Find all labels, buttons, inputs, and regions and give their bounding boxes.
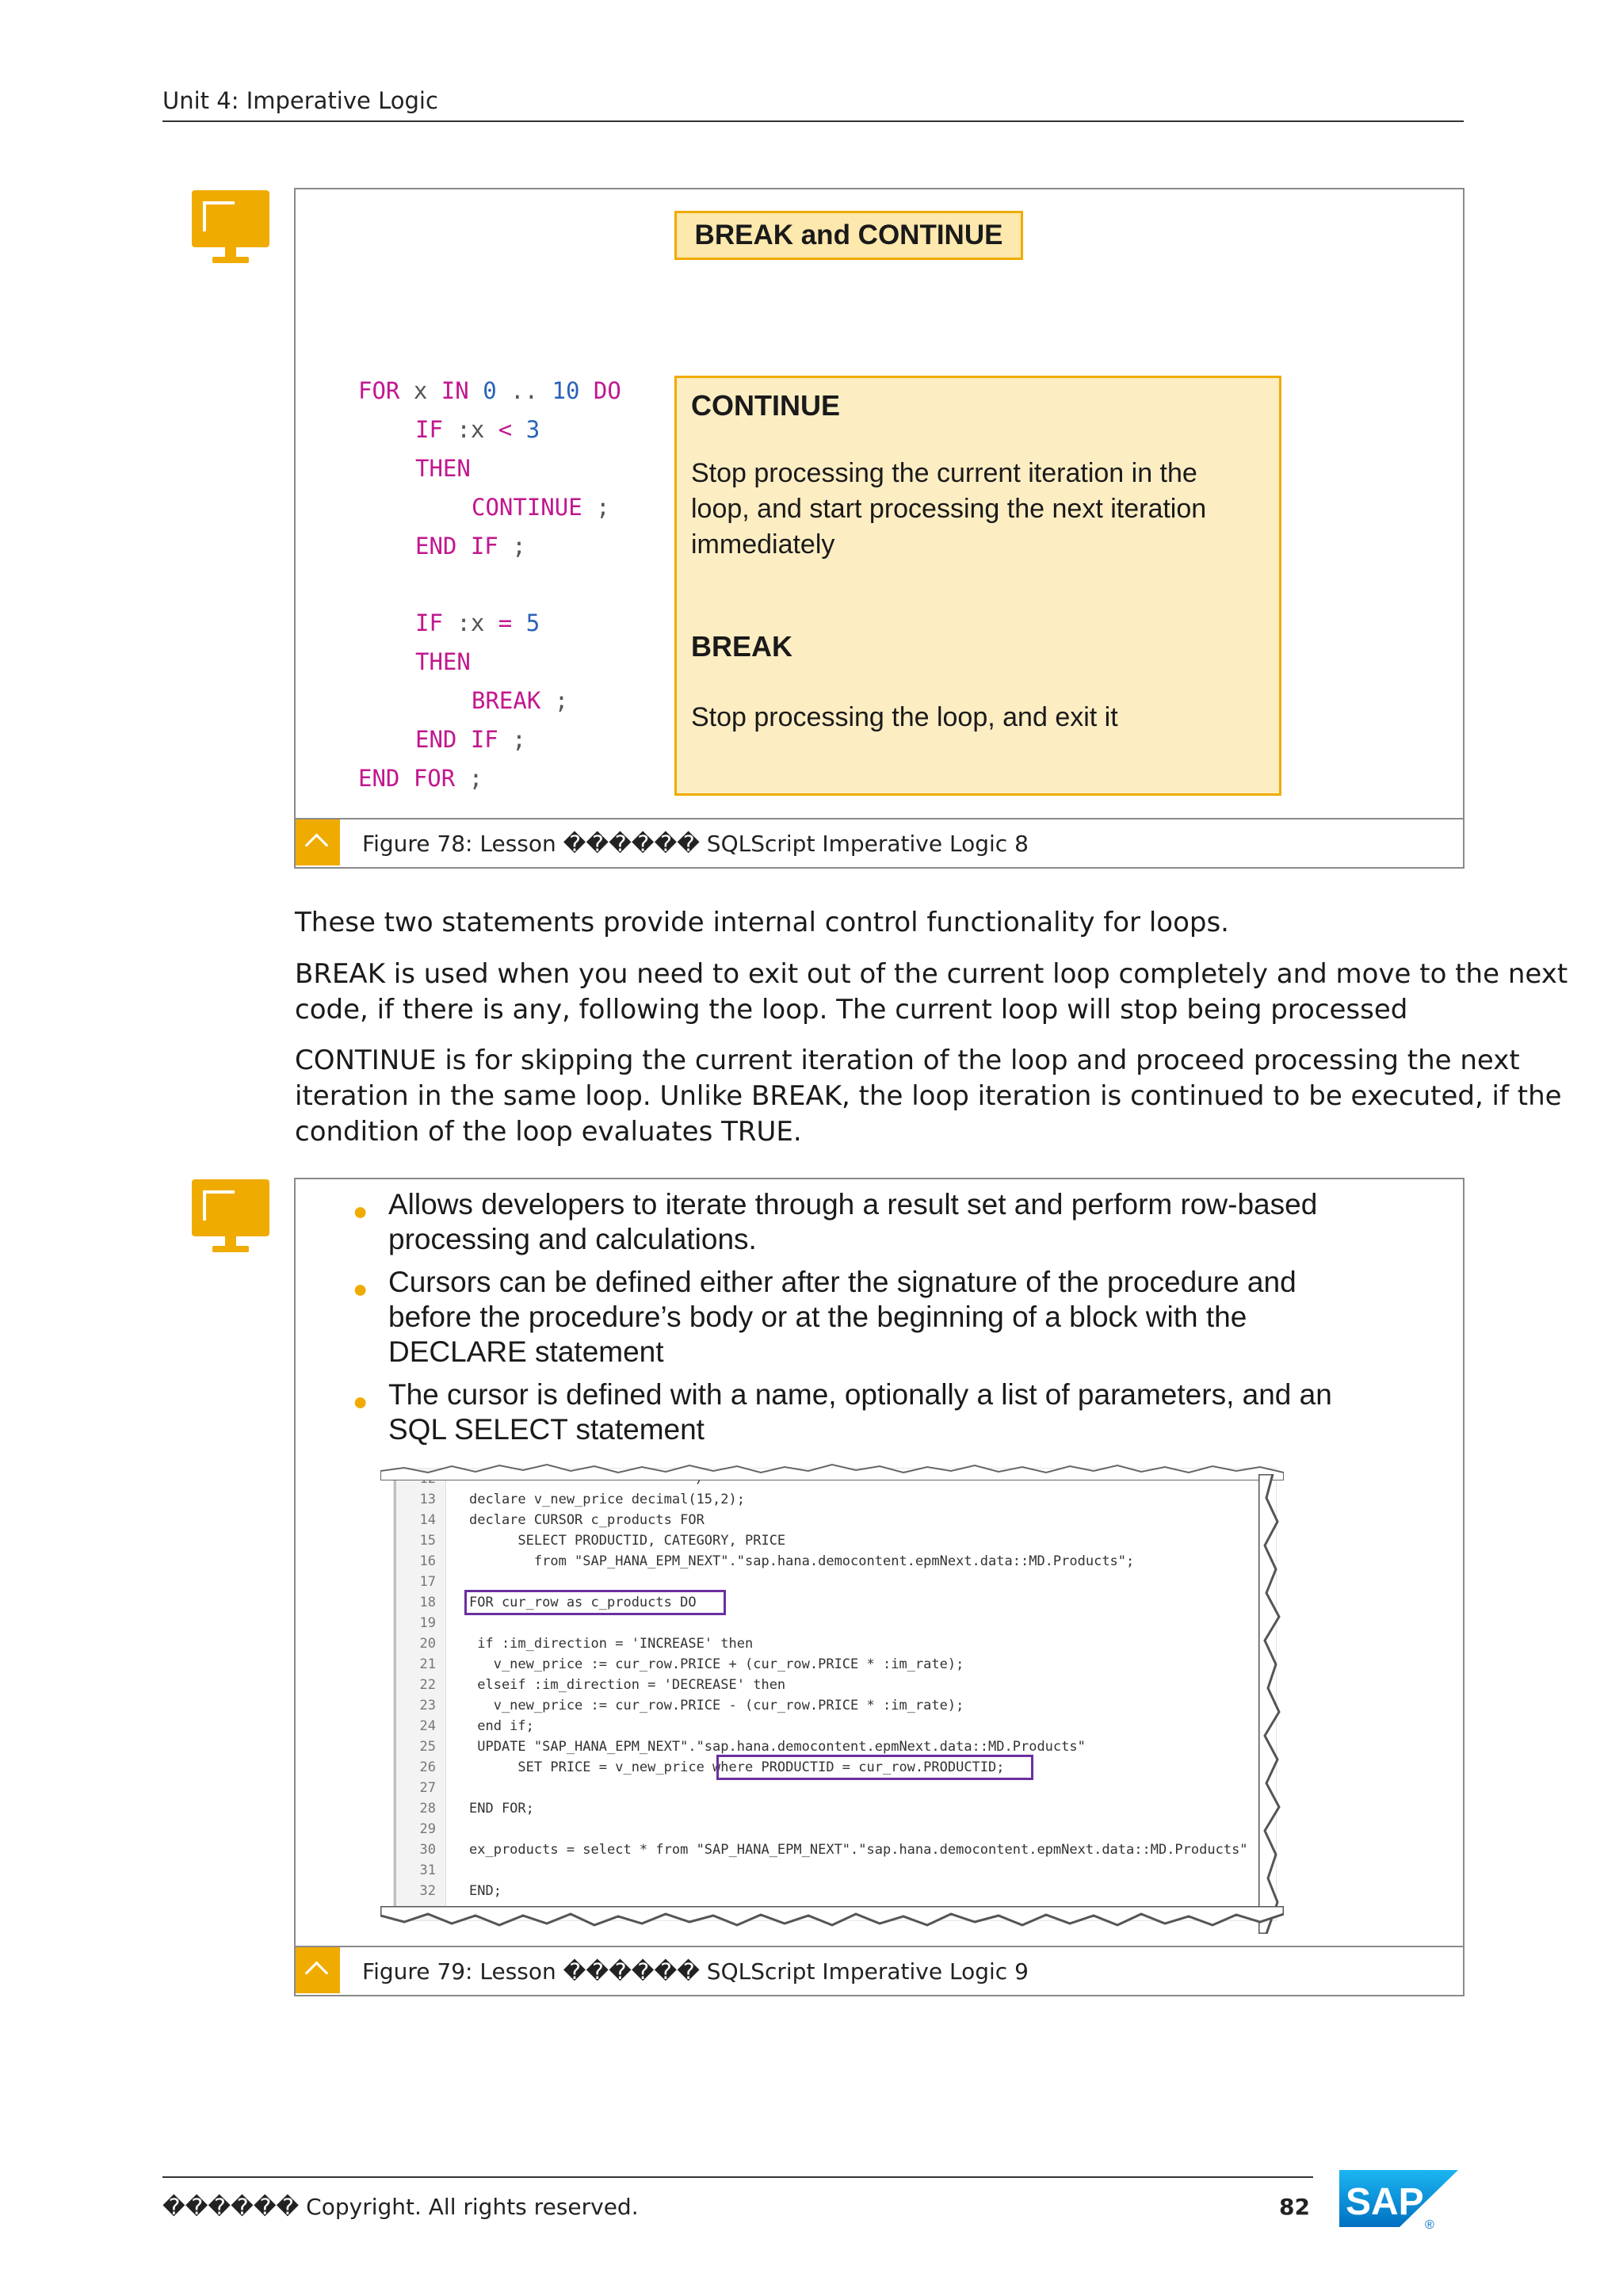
svg-text:SAP: SAP bbox=[1346, 2181, 1424, 2223]
code-line: 18 FOR cur_row as c_products DO bbox=[419, 1595, 697, 1610]
body-paragraph: condition of the loop evaluates TRUE. bbox=[295, 1116, 802, 1148]
header-rule bbox=[162, 120, 1464, 122]
collapse-chevron-icon[interactable] bbox=[296, 819, 340, 865]
code-line: THEN bbox=[415, 455, 471, 482]
code-line: IF :x = 5 bbox=[415, 609, 540, 636]
code-line: 27 bbox=[419, 1780, 436, 1796]
code-line: 15 SELECT PRODUCTID, CATEGORY, PRICE bbox=[419, 1533, 786, 1549]
body-paragraph: These two statements provide internal control functionality for loops. bbox=[295, 907, 1229, 938]
code-line: IF :x < 3 bbox=[415, 416, 540, 443]
collapse-chevron-icon[interactable] bbox=[296, 1947, 340, 1993]
break-description: Stop processing the loop, and exit it bbox=[691, 702, 1118, 732]
svg-text:®: ® bbox=[1425, 2218, 1434, 2232]
where-clause-highlight bbox=[716, 1755, 1033, 1780]
body-paragraph: iteration in the same loop. Unlike BREAK, the loop iteration is continued to be executed, if the bbox=[295, 1080, 1562, 1112]
code-line: 24 end if; bbox=[419, 1718, 534, 1734]
continue-description: Stop processing the current iteration in the loop, and start processing the next iteration immediately bbox=[691, 458, 1207, 560]
torn-edge-top bbox=[380, 1457, 1284, 1480]
body-paragraph: code, if there is any, following the loop. The current loop will stop being processed bbox=[295, 994, 1408, 1026]
info-box bbox=[674, 376, 1281, 796]
code-line: THEN bbox=[415, 648, 471, 675]
code-line: BREAK ; bbox=[472, 687, 569, 714]
code-line: 14 declare CURSOR c_products FOR bbox=[419, 1512, 705, 1528]
code-line: 32 END; bbox=[419, 1883, 502, 1899]
code-line: FOR x IN 0 .. 10 DO bbox=[358, 377, 621, 404]
code-line: END IF ; bbox=[415, 726, 526, 753]
code-line: 31 bbox=[419, 1862, 436, 1878]
code-line: 30 ex_products = select * from "SAP_HANA_EPM_NEXT"."sap.hana.democontent.epmNext.data::MD.Products" bbox=[419, 1842, 1248, 1858]
presentation-icon bbox=[192, 190, 269, 266]
continue-heading: CONTINUE bbox=[691, 389, 840, 422]
code-line: 25 UPDATE "SAP_HANA_EPM_NEXT"."sap.hana.democontent.epmNext.data::MD.Products" bbox=[419, 1739, 1086, 1755]
torn-edge-bottom bbox=[380, 1906, 1284, 1931]
torn-edge-right bbox=[1258, 1474, 1290, 1934]
slide-title: BREAK and CONTINUE bbox=[674, 211, 1023, 260]
unit-header: Unit 4: Imperative Logic bbox=[162, 87, 438, 114]
for-loop-highlight bbox=[464, 1590, 726, 1615]
bullet-list bbox=[353, 1187, 1335, 1455]
break-heading: BREAK bbox=[691, 630, 793, 663]
code-line: 13 declare v_new_price decimal(15,2); bbox=[419, 1492, 745, 1507]
body-paragraph: BREAK is used when you need to exit out of the current loop completely and move to the next bbox=[295, 958, 1568, 990]
code-editor-screenshot bbox=[394, 1469, 1276, 1920]
body-paragraph: CONTINUE is for skipping the current iteration of the loop and proceed processing the next bbox=[295, 1045, 1520, 1076]
figure-caption: Figure 78: Lesson ������ SQLScript Imperative Logic 8 bbox=[362, 831, 1029, 857]
copyright-notice: ������ Copyright. All rights reserved. bbox=[162, 2194, 639, 2220]
sap-logo bbox=[1339, 2170, 1458, 2232]
code-line: 22 elseif :im_direction = 'DECREASE' then bbox=[419, 1677, 786, 1693]
bullet-text: Cursors can be defined either after the signature of the procedure and before the procedure’s body or at the beginning of a block with the DECLARE statement bbox=[388, 1266, 1296, 1368]
code-line: 20 if :im_direction = 'INCREASE' then bbox=[419, 1636, 754, 1652]
figure-caption-bar bbox=[296, 1946, 1463, 1995]
code-line: END IF ; bbox=[415, 533, 526, 560]
code-line: CONTINUE ; bbox=[472, 494, 610, 521]
figure-caption-bar bbox=[296, 818, 1463, 867]
page-number: 82 bbox=[1279, 2194, 1310, 2220]
bullet-text: The cursor is defined with a name, optionally a list of parameters, and an SQL SELECT statement bbox=[388, 1378, 1332, 1446]
bullet-text: Allows developers to iterate through a result set and perform row-based processing and calculations. bbox=[388, 1188, 1318, 1255]
code-line: END FOR ; bbox=[358, 765, 483, 792]
code-line: 21 v_new_price := cur_row.PRICE + (cur_row.PRICE * :im_rate); bbox=[419, 1656, 964, 1672]
presentation-icon bbox=[192, 1179, 269, 1255]
code-line: 29 bbox=[419, 1821, 436, 1837]
list-item: ● The cursor is defined with a name, optionally a list of parameters, and an SQL SELECT statement bbox=[353, 1378, 1332, 1446]
code-line: 19 bbox=[419, 1615, 436, 1631]
code-line: 23 v_new_price := cur_row.PRICE - (cur_row.PRICE * :im_rate); bbox=[419, 1698, 964, 1713]
list-item: ● Cursors can be defined either after the signature of the procedure and before the procedure’s body or at the beginning of a block with the DECLARE statement bbox=[353, 1266, 1296, 1368]
code-line: 16 from "SAP_HANA_EPM_NEXT"."sap.hana.democontent.epmNext.data::MD.Products"; bbox=[419, 1553, 1135, 1569]
list-item: ● Allows developers to iterate through a result set and perform row-based processing and calculations. bbox=[353, 1188, 1318, 1255]
code-line: 17 bbox=[419, 1574, 436, 1590]
code-line: 26 SET PRICE = v_new_price where PRODUCTID = cur_row.PRODUCTID; bbox=[419, 1759, 1005, 1775]
figure-caption: Figure 79: Lesson ������ SQLScript Imperative Logic 9 bbox=[362, 1958, 1029, 1985]
code-line: 28 END FOR; bbox=[419, 1801, 534, 1817]
footer-rule bbox=[162, 2176, 1313, 2178]
